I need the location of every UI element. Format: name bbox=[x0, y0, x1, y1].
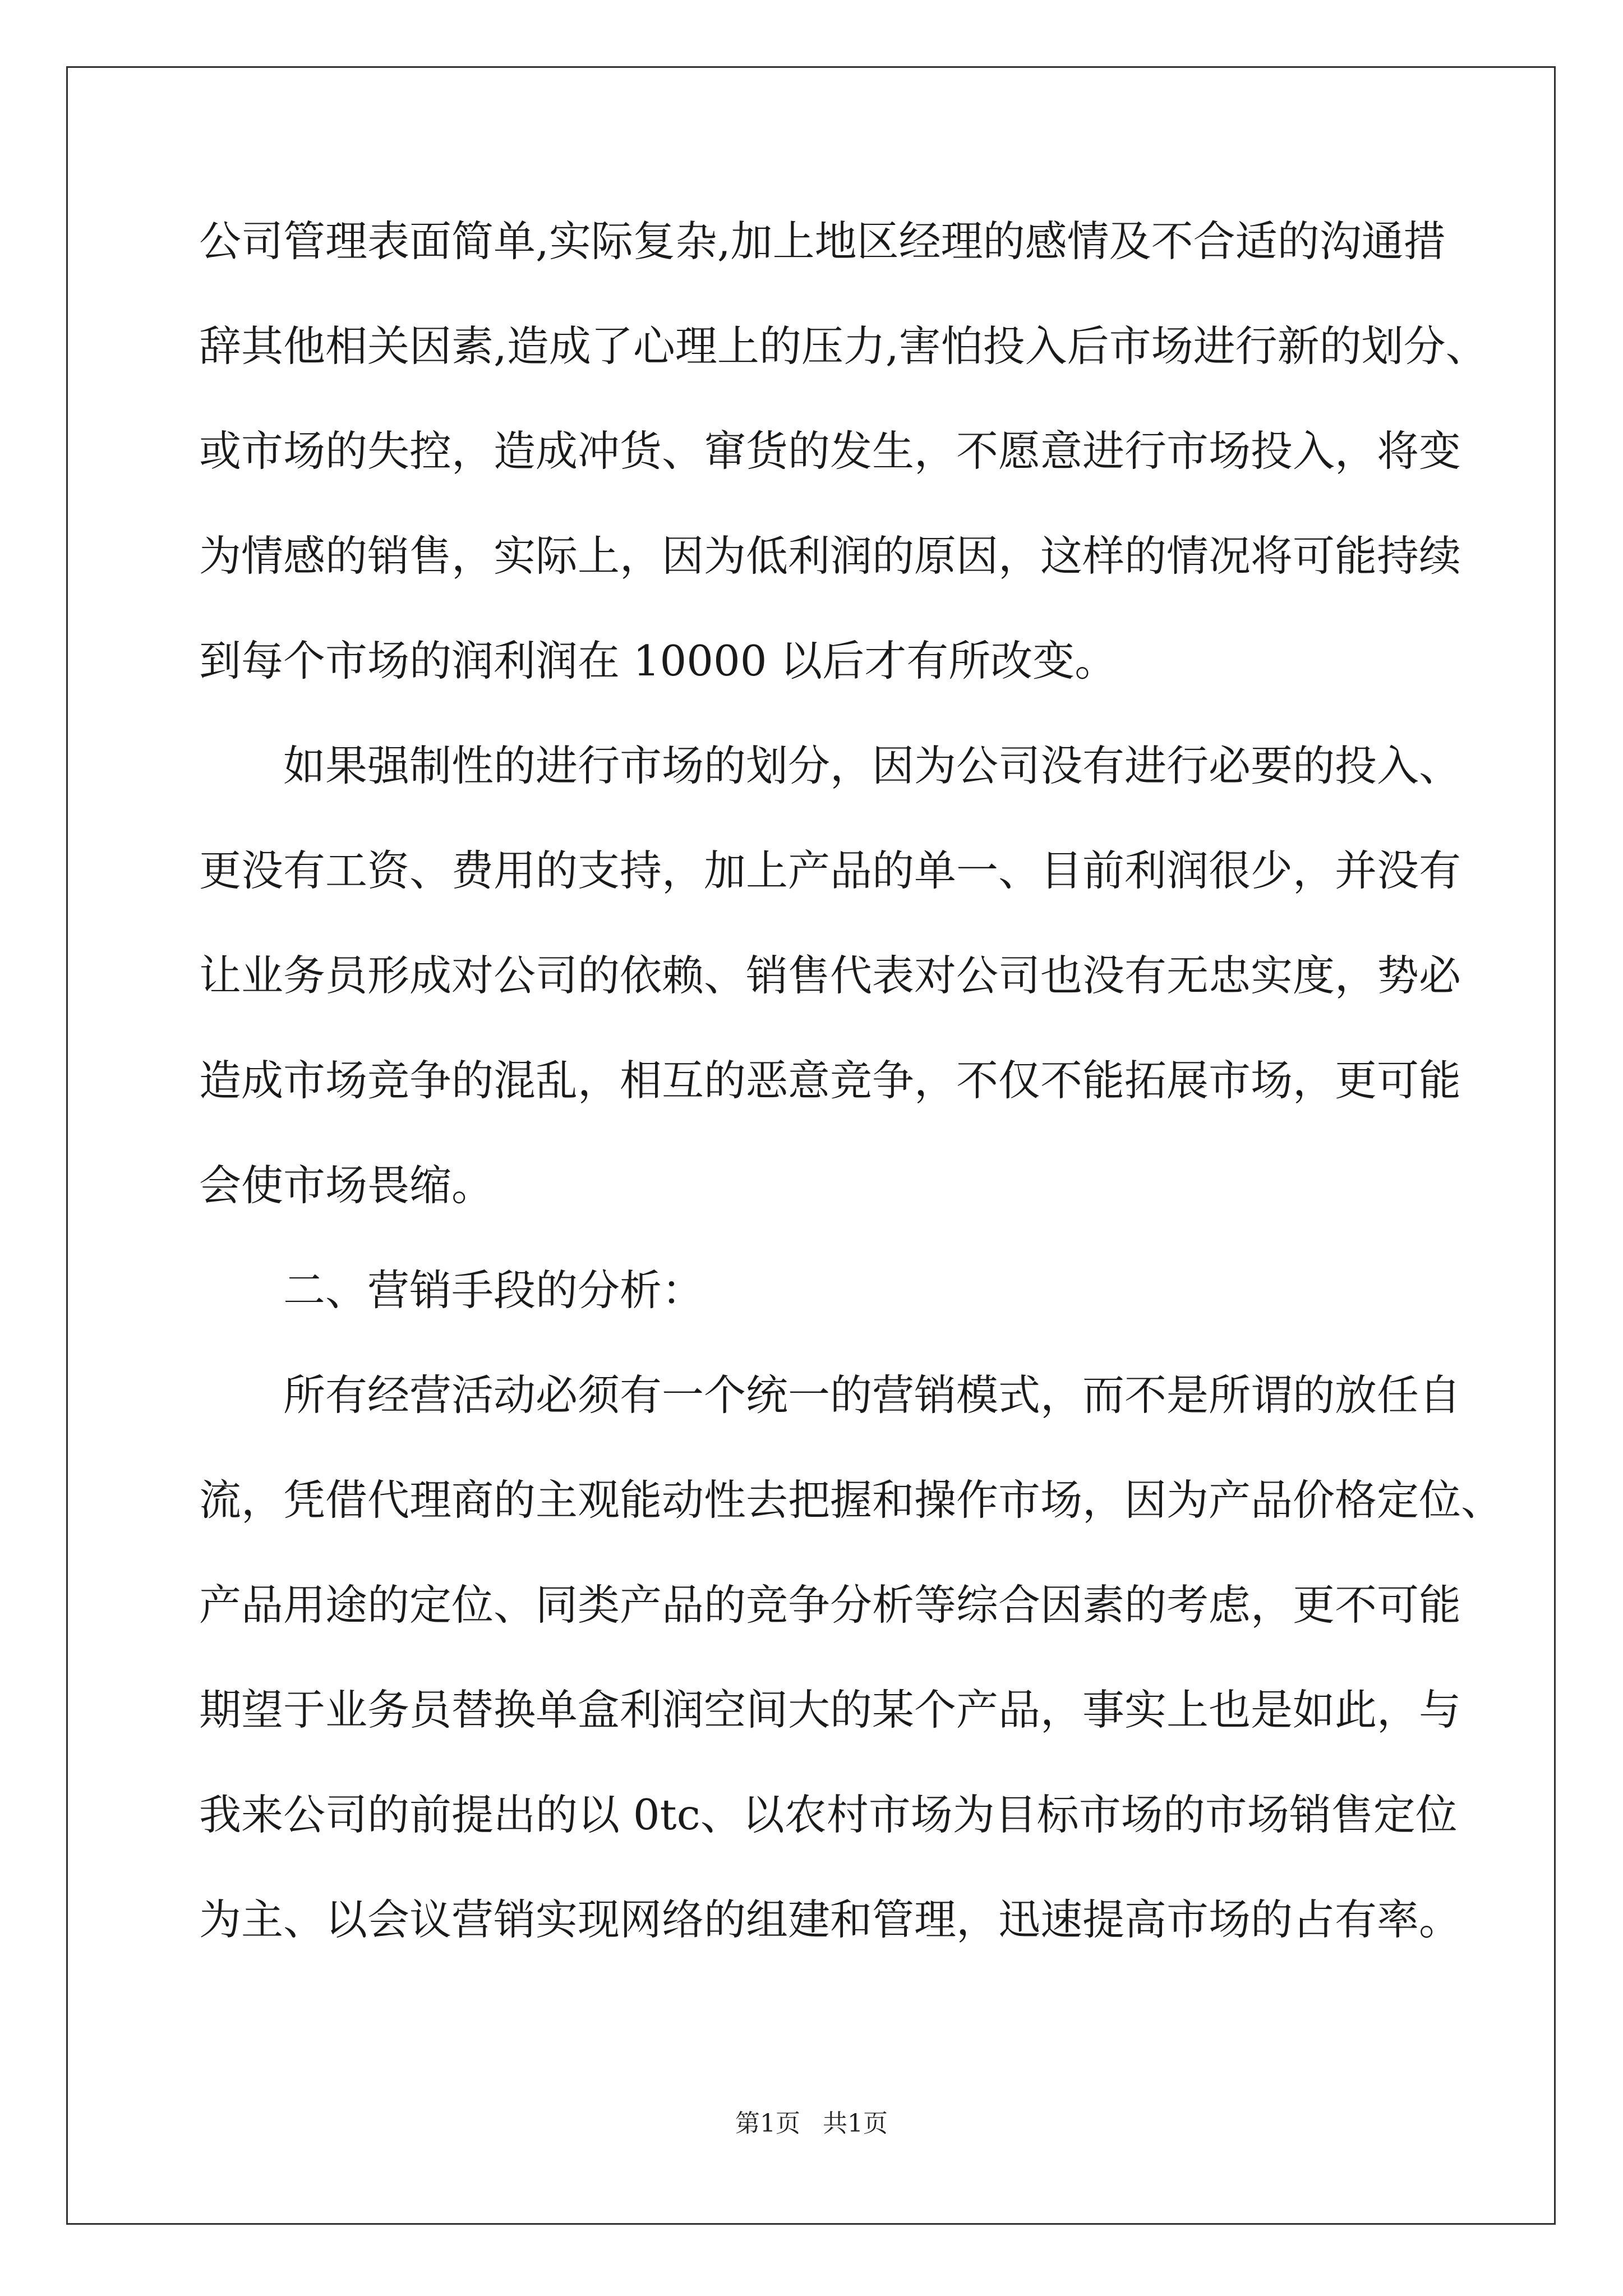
text-line: 为情感的销售，实际上，因为低利润的原因，这样的情况将可能持续 bbox=[199, 531, 1461, 581]
text-line: 产品用途的定位、同类产品的竞争分析等综合因素的考虑，更不可能 bbox=[199, 1580, 1461, 1630]
text-line: 到每个市场的润利润在 10000 以后才有所改变。 bbox=[199, 636, 1117, 685]
section-heading: 二、营销手段的分析： bbox=[283, 1266, 704, 1315]
text-line: 流，凭借代理商的主观能动性去把握和操作市场，因为产品价格定位、 bbox=[199, 1475, 1504, 1525]
text-line: 期望于业务员替换单盒利润空间大的某个产品，事实上也是如此，与 bbox=[199, 1685, 1461, 1734]
page-number: 第1页 bbox=[735, 2109, 800, 2138]
text-line: 所有经营活动必须有一个统一的营销模式，而不是所谓的放任自 bbox=[283, 1370, 1461, 1420]
page-footer bbox=[0, 2108, 1623, 2139]
text-line: 或市场的失控，造成冲货、窜货的发生，不愿意进行市场投入，将变 bbox=[199, 426, 1461, 476]
text-line: 造成市场竞争的混乱，相互的恶意竞争，不仅不能拓展市场，更可能 bbox=[199, 1056, 1461, 1105]
text-line: 辞其他相关因素,造成了心理上的压力,害怕投入后市场进行新的划分、 bbox=[199, 321, 1488, 371]
text-line: 会使市场畏缩。 bbox=[199, 1161, 494, 1210]
text-line: 更没有工资、费用的支持，加上产品的单一、目前利润很少，并没有 bbox=[199, 846, 1461, 895]
text-line: 公司管理表面简单,实际复杂,加上地区经理的感情及不合适的沟通措 bbox=[199, 217, 1446, 266]
text-line: 让业务员形成对公司的依赖、销售代表对公司也没有无忠实度，势必 bbox=[199, 951, 1461, 1000]
text-line: 我来公司的前提出的以 0tc、以农村市场为目标市场的市场销售定位 bbox=[199, 1790, 1458, 1839]
page-total: 共1页 bbox=[823, 2109, 888, 2138]
text-line: 如果强制性的进行市场的划分，因为公司没有进行必要的投入、 bbox=[283, 741, 1461, 790]
text-line: 为主、以会议营销实现网络的组建和管理，迅速提高市场的占有率。 bbox=[199, 1895, 1461, 1944]
